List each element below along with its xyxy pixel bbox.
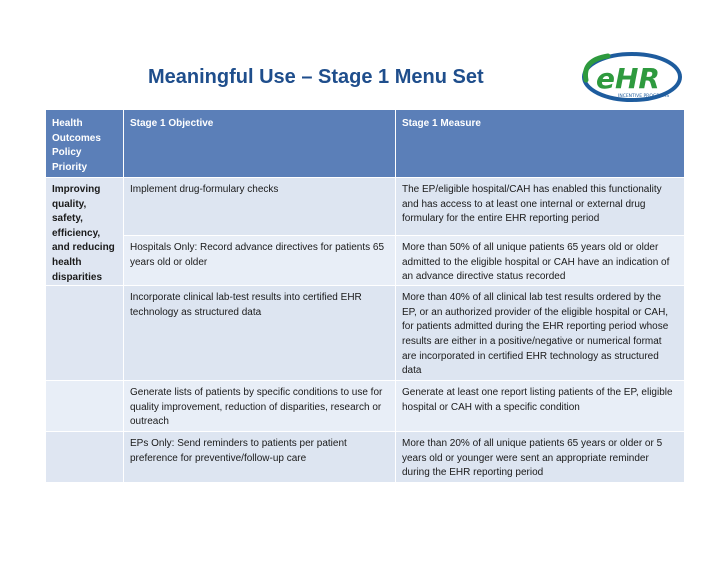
table-row — [46, 432, 684, 482]
table-row — [46, 381, 684, 432]
table-row — [46, 178, 684, 236]
measure-cell: The EP/eligible hospital/CAH has enabled this functionality and has access to at least one internal or external drug formulary for the entire EHR reporting period — [396, 178, 684, 236]
measure-cell: More than 20% of all unique patients 65 years or older or 5 years old or younger were sent an appropriate reminder during the EHR reporting period — [396, 432, 684, 482]
header-objective: Stage 1 Objective — [124, 110, 396, 178]
logo-subtext: INCENTIVE PROGRAMS — [618, 94, 670, 99]
logo-letter-e: eHR — [596, 62, 660, 95]
measure-cell: More than 50% of all unique patients 65 years old or older admitted to the eligible hospital or CAH have an indication of an advance directive status recorded — [396, 236, 684, 286]
table-row — [46, 286, 684, 381]
table-header-row — [46, 110, 684, 178]
measure-cell: Generate at least one report listing patients of the EP, eligible hospital or CAH with a specific condition — [396, 381, 684, 432]
objective-cell: Implement drug-formulary checks — [124, 178, 396, 236]
objective-cell: EPs Only: Send reminders to patients per patient preference for preventive/follow-up care — [124, 432, 396, 482]
objective-cell: Hospitals Only: Record advance directives for patients 65 years old or older — [124, 236, 396, 286]
header-measure: Stage 1 Measure — [396, 110, 684, 178]
menu-set-table — [45, 110, 684, 482]
objective-cell: Generate lists of patients by specific conditions to use for quality improvement, reduction of disparities, research or outreach — [124, 381, 396, 432]
ehr-incentive-programs-logo — [578, 50, 682, 106]
header-priority: Health Outcomes Policy Priority — [46, 110, 124, 178]
measure-cell: More than 40% of all clinical lab test results ordered by the EP, or an authorized provider of the eligible hospital or CAH, for patients admitted during the EHR reporting period whose results are either in a positive/negative or numerical format are incorporated in certified EHR technology as structured data — [396, 286, 684, 381]
slide-title: Meaningful Use – Stage 1 Menu Set — [148, 66, 484, 88]
table-row — [46, 236, 684, 286]
priority-cell: Improving quality, safety, efficiency, and reducing health disparities — [46, 178, 124, 286]
objective-cell: Incorporate clinical lab-test results into certified EHR technology as structured data — [124, 286, 396, 381]
